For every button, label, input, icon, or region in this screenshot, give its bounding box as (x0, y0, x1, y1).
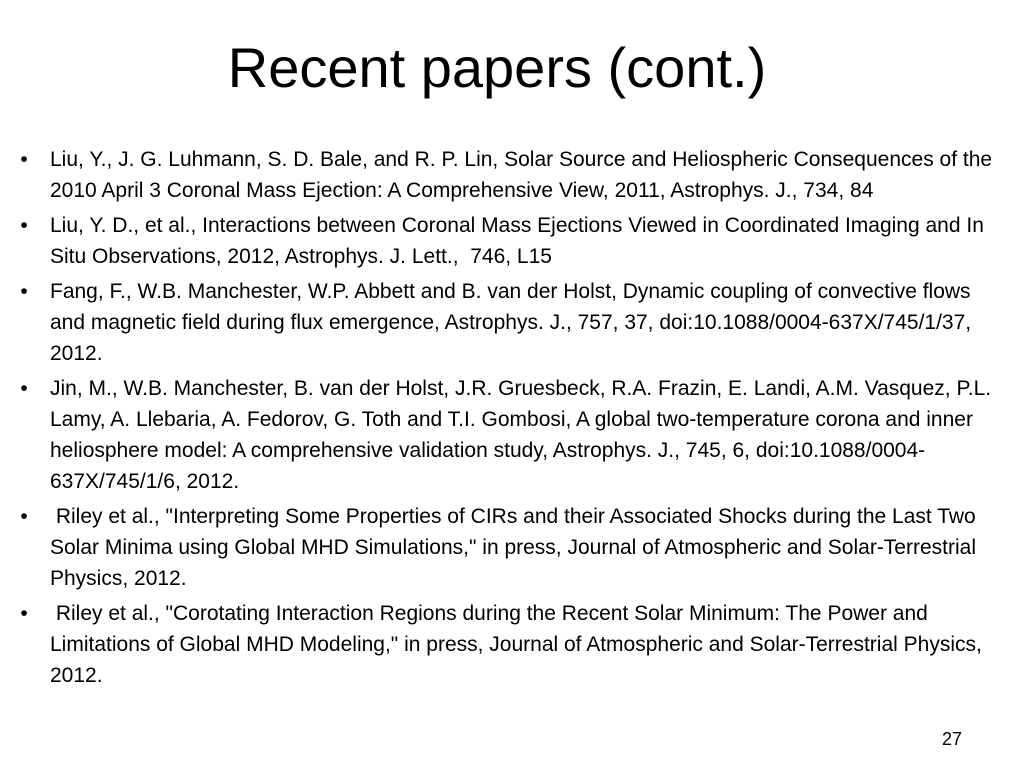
list-item (14, 210, 994, 272)
reference-text: Liu, Y. D., et al., Interactions between Coronal Mass Ejections Viewed in Coordinated Imaging and In Situ Observations, 2012, Astrophys. J. Lett., 746, L15 (50, 214, 990, 268)
reference-text: Riley et al., "Corotating Interaction Regions during the Recent Solar Minimum: The Power and Limitations of Global MHD Modeling," in press, Journal of Atmospheric and Solar-Terrestrial Physics, 2012. (50, 602, 988, 687)
bullet-icon: • (20, 214, 28, 237)
list-item (14, 144, 998, 206)
list-item (14, 373, 997, 497)
bullet-icon: • (20, 377, 28, 400)
list-item (14, 598, 994, 691)
bullet-icon: • (20, 505, 28, 528)
reference-text: Riley et al., "Interpreting Some Properties of CIRs and their Associated Shocks during the Last Two Solar Minima using Global MHD Simulations," in press, Journal of Atmospheric and Solar-Terrestrial Physics, 2012. (50, 505, 982, 590)
list-item (14, 501, 994, 594)
slide-title: Recent papers (cont.) (227, 36, 767, 99)
reference-list (14, 144, 998, 695)
slide-number: 27 (941, 729, 962, 749)
list-item (14, 276, 994, 369)
bullet-icon: • (20, 602, 28, 625)
reference-text: Liu, Y., J. G. Luhmann, S. D. Bale, and R. P. Lin, Solar Source and Heliospheric Consequences of the 2010 April 3 Coronal Mass Ejection: A Comprehensive View, 2011, Astrophys. J., 734, 84 (50, 148, 998, 202)
reference-text: Fang, F., W.B. Manchester, W.P. Abbett and B. van der Holst, Dynamic coupling of convective flows and magnetic field during flux emergence, Astrophys. J., 757, 37, doi:10.1088/0004-637X/745/1/37, 2012. (50, 280, 977, 365)
bullet-icon: • (20, 148, 28, 171)
bullet-icon: • (20, 280, 28, 303)
reference-text: Jin, M., W.B. Manchester, B. van der Holst, J.R. Gruesbeck, R.A. Frazin, E. Landi, A.M. Vasquez, P.L. Lamy, A. Llebaria, A. Fedorov, G. Toth and T.I. Gombosi, A global two-temperature corona and inner heliosphere model: A comprehensive validation study, Astrophys. J., 745, 6, doi:10.1088/0004-637X/745/1/6, 2012. (50, 377, 997, 493)
